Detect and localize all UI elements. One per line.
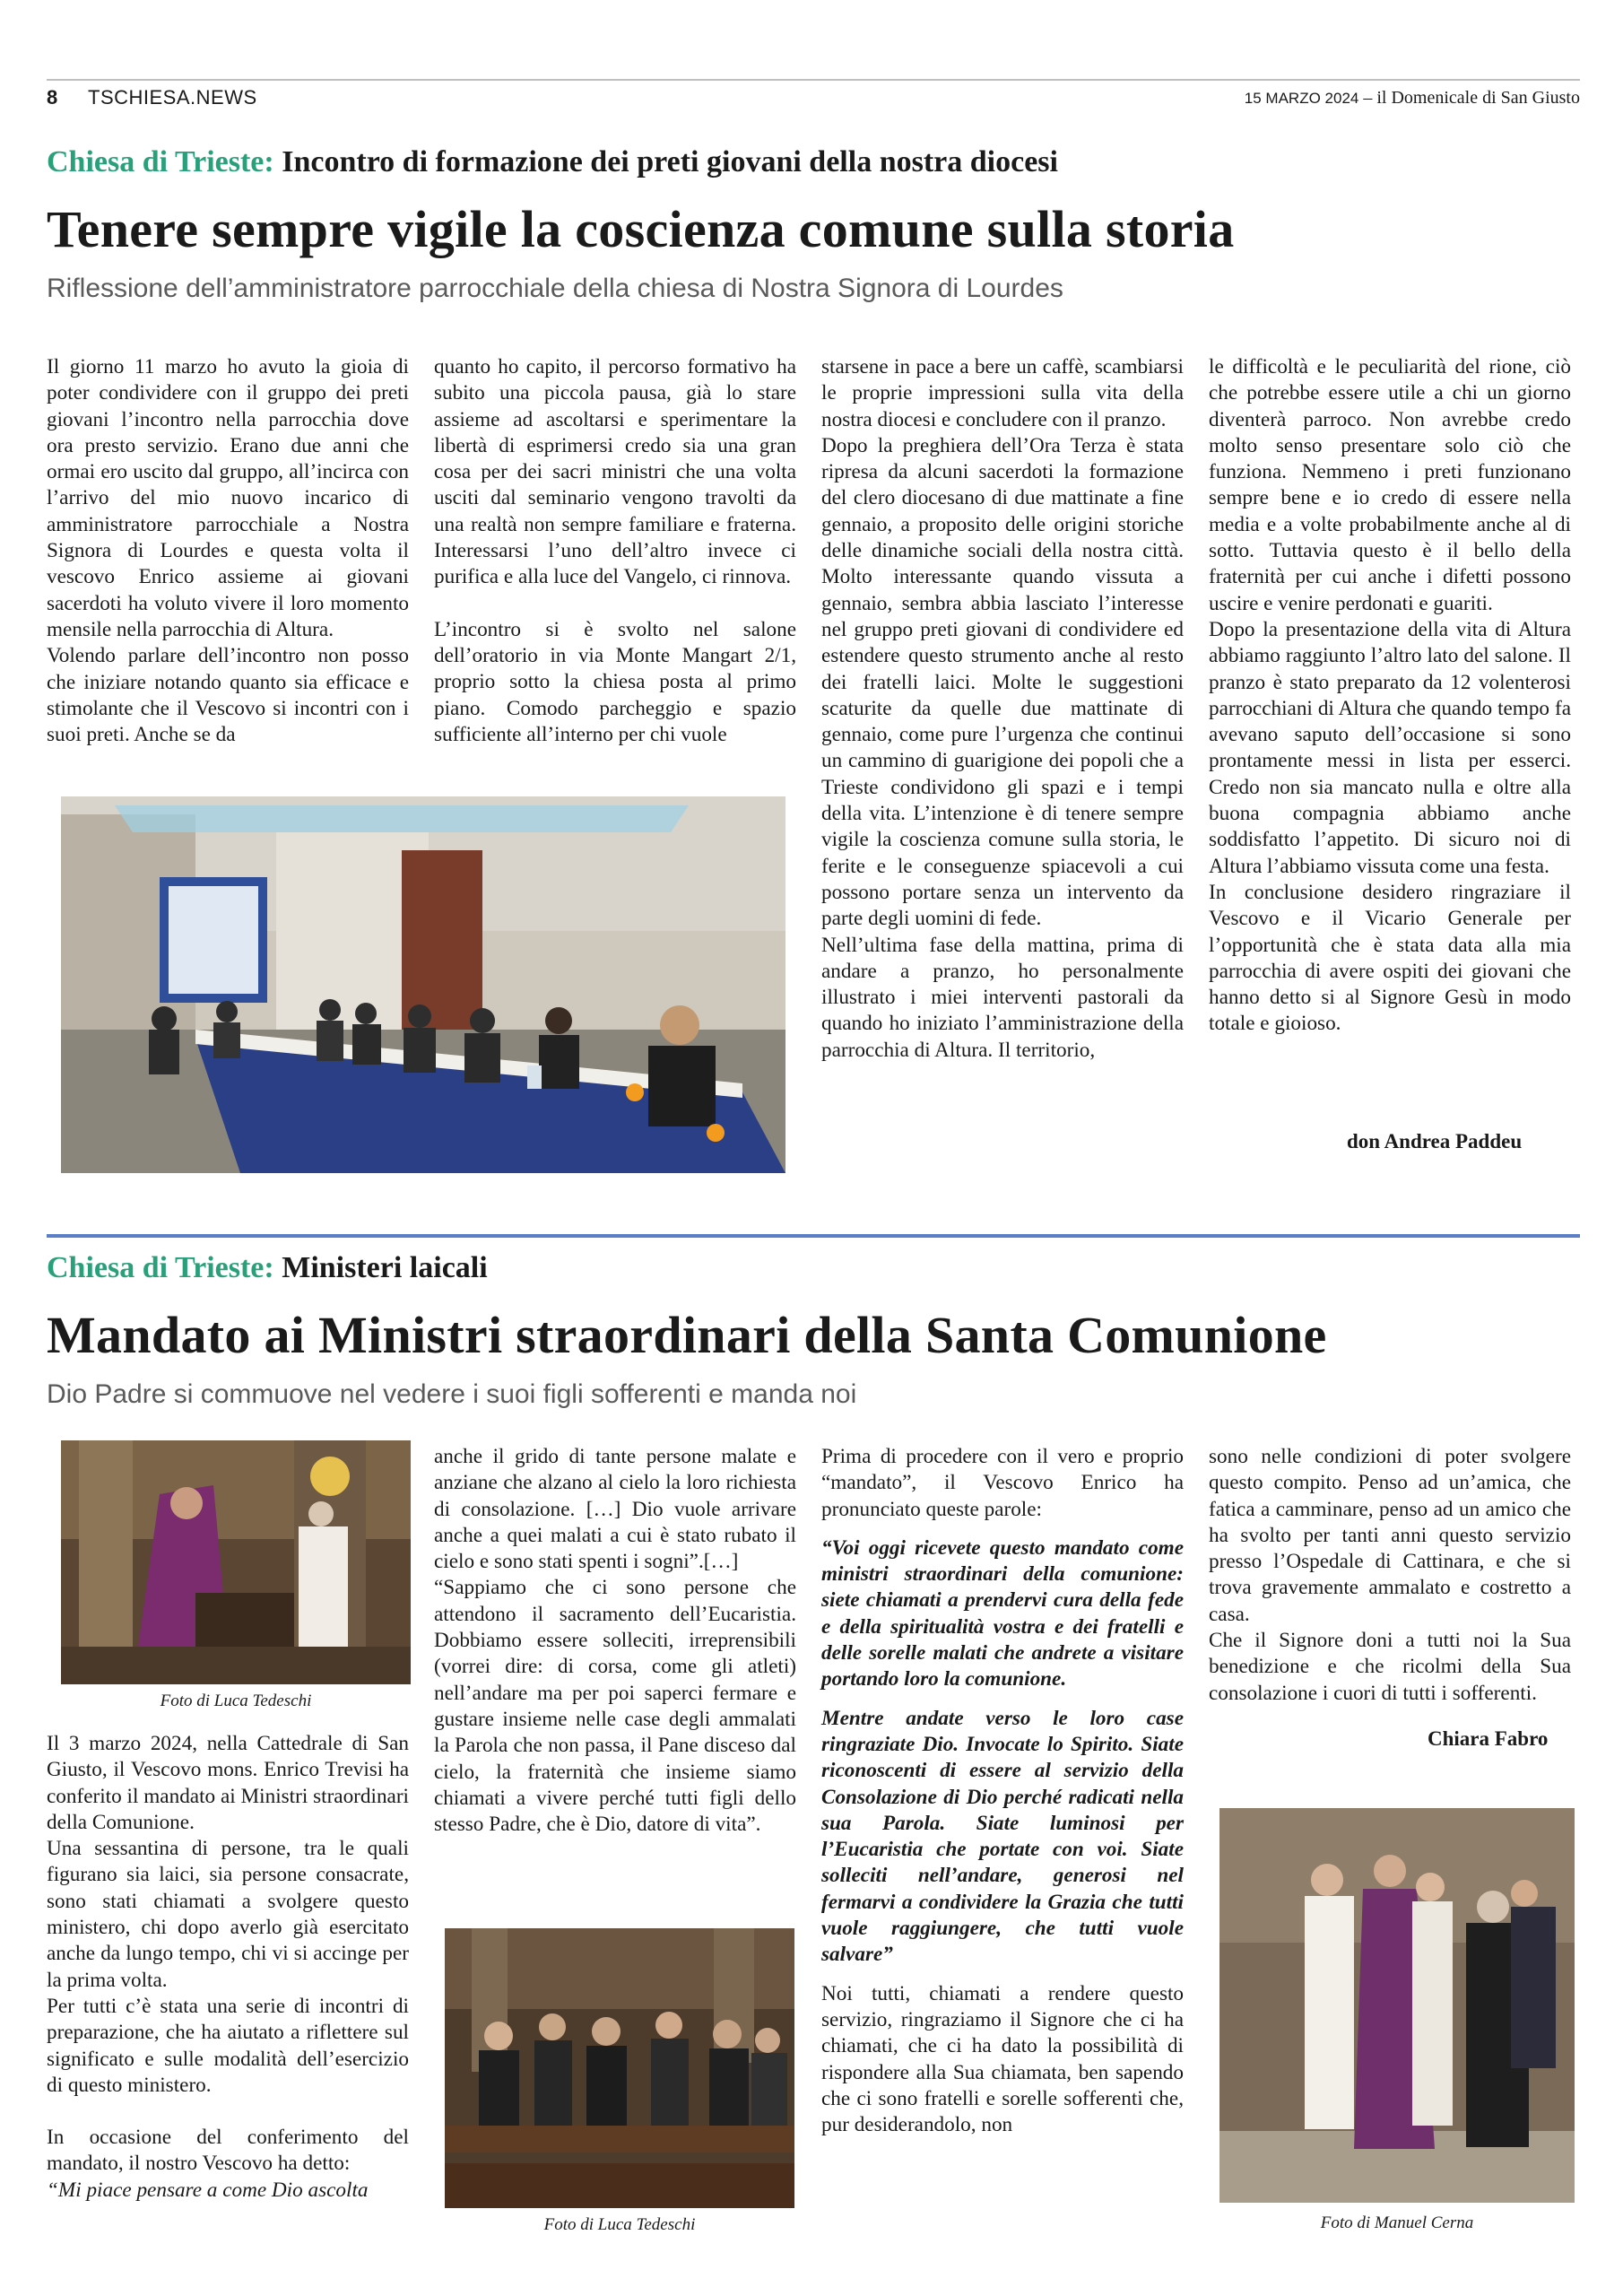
article2-column-2: [434, 1444, 796, 1838]
site-name[interactable]: TSCHIESA.NEWS: [88, 86, 257, 109]
congregation-photo: [445, 1928, 794, 2208]
article2-topic: Ministeri laicali: [273, 1251, 488, 1284]
article1-headline: Tenere sempre vigile la coscienza comune sulla storia: [47, 200, 1235, 258]
article1-topic: Incontro di formazione dei preti giovani della nostra diocesi: [273, 145, 1058, 178]
article2-column-3: [821, 1444, 1184, 2138]
header-rule: [47, 79, 1580, 81]
paragraph: Per tutti c’è stata una serie di incontri di preparazione, che ha aiutato a riflettere sul significato e sulle modalità dell’esercizio di questo ministero.: [47, 1994, 409, 2097]
quote-start: “Mi piace pensare a come Dio ascolta: [47, 2178, 369, 2202]
paragraph: Dopo la preghiera dell’Ora Terza è stata ripresa da alcuni sacerdoti la formazione del clero diocesano di due mattinate a fine gennaio, a proposito delle origini storiche delle dinamiche sociali della nostra città. Molto interessante quando vissuta a gennaio, sembra abbia lasciato l’interesse nel gruppo preti giovani di condividere ed estendere questo strumento anche al resto dei fratelli laici. Molte le suggestioni scaturite da quelle due mattinate di gennaio, come pure l’urgenza che continui un cammino di guarigione dei popoli che a Trieste condividono gli spazi e i tempi della vita. L’intenzione è di tenere sempre vigile la coscienza comune sulla storia, le ferite e le conseguenze spiacevoli a cui possono portare senza un intervento da parte degli uomini di fede.: [821, 433, 1184, 931]
photo-caption-3: Foto di Manuel Cerna: [1320, 2213, 1474, 2232]
article1-column-4: [1209, 354, 1571, 1038]
paragraph: Una sessantina di persone, tra le quali figurano sia laici, sia persone consacrate, sono stati chiamati a svolgere questo ministero, chi dopo averlo già esercitato anche da lungo tempo, chi vi si accinge per la prima volta.: [47, 1837, 409, 1992]
paragraph: Noi tutti, chiamati a rendere questo servizio, ringraziamo il Signore che ci ha chiamati, che ci ha dato la possibilità di rispondere alla Sua chiamata, ben sapendo che ci sono fratelli e sorelle sofferenti che, pur desiderandolo, non: [821, 1981, 1184, 2137]
page-number: 8: [47, 86, 58, 109]
issue-title: – il Domenicale di San Giusto: [1358, 88, 1580, 108]
paragraph: le difficoltà e le peculiarità del rione, ciò che potrebbe essere utile a chi un giorno diventerà parroco. Non avrebbe credo molto senso presentare solo ciò che funziona. Nemmeno i preti funzionano sempre bene e io credo di essere nella media e a volte probabilmente anche al di sotto. Tuttavia questo è il bello della fraternità per cui anche i difetti possono uscire e venire perdonati e guariti.: [1209, 355, 1571, 615]
article1-section: Chiesa di Trieste:: [47, 145, 274, 178]
paragraph: In occasione del conferimento del mandato, il nostro Vescovo ha detto:: [47, 2126, 409, 2176]
article2-section: Chiesa di Trieste:: [47, 1251, 274, 1284]
paragraph: Il giorno 11 marzo ho avuto la gioia di poter condividere con il gruppo dei preti giovani l’incontro nella parrocchia dove ora presto servizio. Erano due anni che ormai ero uscito dal gruppo, all’incirca con l’arrivo del mio nuovo incarico di amministratore parrocchiale a Nostra Signora di Lourdes e questa volta il vescovo Enrico assieme ai giovani sacerdoti ha voluto vivere il loro momento mensile nella parrocchia di Altura.: [47, 355, 409, 641]
paragraph: Volendo parlare dell’incontro non posso che iniziare notando quanto sia efficace e stimolante che il Vescovo si incontri con i suoi preti. Anche se da: [47, 644, 409, 747]
article2-column-1: [47, 1731, 409, 2204]
paragraph: Prima di procedere con il vero e proprio “mandato”, il Vescovo Enrico ha pronunciato queste parole:: [821, 1445, 1184, 1521]
paragraph: anche il grido di tante persone malate e anziane che alzano al cielo la loro richiesta di consolazione. […] Dio vuole arrivare anche a quei malati a cui è stato rubato il cielo e sono stati spenti i sogni”.[…]: [434, 1445, 796, 1574]
article1-column-1: [47, 354, 409, 748]
article2-byline: Chiara Fabro: [1428, 1727, 1549, 1750]
paragraph: “Sappiamo che ci sono persone che attendono il sacramento dell’Eucaristia. Dobbiamo essere solleciti, irreprensibili (vorrei dire: di corsa, come gli atleti) nell’andare ma per poi saperci fermare e gustare insieme nelle case degli ammalati la Parola che non passa, il Pane disceso dal cielo, la fraternità che insieme siamo chiamati a vivere perché tutti figli dello stesso Padre, che è Dio, datore di vita”.: [434, 1576, 796, 1837]
photo-caption-2: Foto di Luca Tedeschi: [543, 2215, 696, 2234]
paragraph: Dopo la presentazione della vita di Altura abbiamo raggiunto l’altro lato del salone. Il pranzo è stato preparato da 12 volenterosi parrocchiani di Altura che quando tempo fa avevano saputo dell’occasione si sono prontamente messi in lista per esserci. Credo non sia mancato nulla e oltre alla buona compagnia abbiamo anche soddisfatto l’appetito. Di sicuro noi di Altura l’abbiamo vissuta come una festa.: [1209, 617, 1571, 878]
article2-headline: Mandato ai Ministri straordinari della Santa Comunione: [47, 1306, 1327, 1364]
paragraph: In conclusione desidero ringraziare il Vescovo e il Vicario Generale per l’opportunità che è stata data alla mia parrocchia di avere ospiti dei giovani che hanno detto si al Signore Gesù in modo totale e gioioso.: [1209, 880, 1571, 1036]
quote-bold: “Voi oggi ricevete questo mandato come ministri straordinari della comunione: siete chiamati a prendervi cura della fede e della spiritualità vostra e dei fratelli e delle sorelle malati che andrete a visitare portando loro la comunione.: [821, 1535, 1184, 1692]
paragraph: L’incontro si è svolto nel salone dell’oratorio in via Monte Mangart 2/1, proprio sotto la chiesa posta al primo piano. Comodo parcheggio e spazio sufficiente all’interno per chi vuole: [434, 617, 796, 746]
section-divider: [47, 1234, 1580, 1238]
photo-caption-1: Foto di Luca Tedeschi: [160, 1692, 312, 1710]
bishop-altar-photo: [61, 1440, 411, 1684]
article1-column-2: [434, 354, 796, 748]
article1-kicker: [47, 145, 1058, 179]
paragraph: Che il Signore doni a tutti noi la Sua benedizione e che ricolmi della Sua consolazione i cuori di tutti i sofferenti.: [1209, 1629, 1571, 1705]
article2-column-4: [1209, 1444, 1571, 1707]
meeting-hall-photo: [61, 796, 785, 1173]
article2-kicker: [47, 1251, 488, 1285]
paragraph: starsene in pace a bere un caffè, scambiarsi le proprie impressioni sulla vita della nostra diocesi e concludere con il pranzo.: [821, 355, 1184, 431]
article1-standfirst: Riflessione dell’amministratore parrocchiale della chiesa di Nostra Signora di Lourdes: [47, 274, 1063, 303]
issue-date: 15 MARZO 2024: [1244, 90, 1359, 107]
paragraph: quanto ho capito, il percorso formativo ha subito una piccola pausa, già lo stare assieme ad ascoltarsi e sperimentare la libertà di esprimersi credo sia una gran cosa per dei sacri ministri che una volta usciti dal seminario vengono travolti da una realtà non sempre familiare e fraterna. Interessarsi l’uno dell’altro invece ci purifica e alla luce del Vangelo, ci rinnova.: [434, 355, 796, 589]
issue-line: [1245, 88, 1580, 109]
article1-byline: don Andrea Paddeu: [1347, 1130, 1523, 1152]
paragraph: Il 3 marzo 2024, nella Cattedrale di San Giusto, il Vescovo mons. Enrico Trevisi ha conferito il mandato ai Ministri straordinari della Comunione.: [47, 1732, 409, 1834]
quote-bold: Mentre andate verso le loro case ringraziate Dio. Invocate lo Spirito. Siate riconoscenti di essere al servizio della Consolazione di Dio perché radicati nella sua Parola. Siate luminosi per l’Eucaristia che portate con voi. Siate solleciti nell’andare, generosi nel fermarvi a condividere la Grazia che tutti vuole raggiungere, che tutti vuole salvare”: [821, 1706, 1184, 1967]
article2-standfirst: Dio Padre si commuove nel vedere i suoi figli sofferenti e manda noi: [47, 1379, 857, 1409]
mandate-ceremony-photo: [1219, 1808, 1575, 2203]
article1-column-3: [821, 354, 1184, 1064]
paragraph: Nell’ultima fase della mattina, prima di andare a pranzo, ho personalmente illustrato i miei interventi pastorali da quando ho iniziato l’amministrazione della parrocchia di Altura. Il territorio,: [821, 933, 1184, 1062]
paragraph: sono nelle condizioni di poter svolgere questo compito. Penso ad un’amica, che fatica a camminare, penso ad un amico che ha svolto per tanti anni questo servizio presso l’Ospedale di Cattinara, e che si trova gravemente ammalato e costretto a casa.: [1209, 1445, 1571, 1626]
